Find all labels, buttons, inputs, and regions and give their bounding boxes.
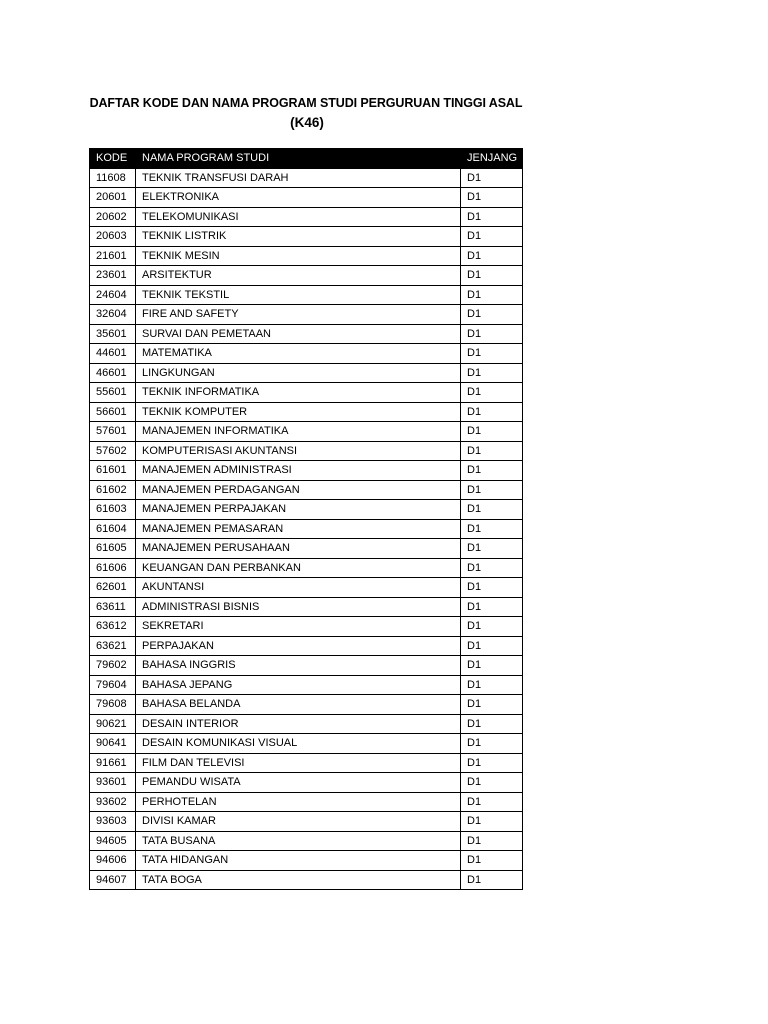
cell-kode: 61602 bbox=[90, 480, 136, 500]
cell-kode: 20601 bbox=[90, 188, 136, 208]
cell-kode: 61604 bbox=[90, 519, 136, 539]
table-row bbox=[90, 207, 523, 227]
table-row bbox=[90, 383, 523, 403]
cell-jenjang: D1 bbox=[461, 597, 523, 617]
cell-jenjang: D1 bbox=[461, 792, 523, 812]
cell-jenjang: D1 bbox=[461, 383, 523, 403]
cell-nama-program-studi: MANAJEMEN ADMINISTRASI bbox=[136, 461, 461, 481]
cell-nama-program-studi: KOMPUTERISASI AKUNTANSI bbox=[136, 441, 461, 461]
cell-kode: 57602 bbox=[90, 441, 136, 461]
cell-nama-program-studi: DIVISI KAMAR bbox=[136, 812, 461, 832]
cell-nama-program-studi: TEKNIK MESIN bbox=[136, 246, 461, 266]
cell-kode: 94606 bbox=[90, 851, 136, 871]
table-row bbox=[90, 168, 523, 188]
cell-kode: 46601 bbox=[90, 363, 136, 383]
table-row bbox=[90, 285, 523, 305]
cell-jenjang: D1 bbox=[461, 695, 523, 715]
cell-jenjang: D1 bbox=[461, 461, 523, 481]
table-row bbox=[90, 558, 523, 578]
cell-jenjang: D1 bbox=[461, 168, 523, 188]
cell-kode: 63612 bbox=[90, 617, 136, 637]
table-row bbox=[90, 344, 523, 364]
cell-kode: 57601 bbox=[90, 422, 136, 442]
table-row bbox=[90, 812, 523, 832]
cell-kode: 63611 bbox=[90, 597, 136, 617]
cell-kode: 21601 bbox=[90, 246, 136, 266]
table-row bbox=[90, 695, 523, 715]
cell-nama-program-studi: BAHASA BELANDA bbox=[136, 695, 461, 715]
cell-nama-program-studi: MANAJEMEN PERUSAHAAN bbox=[136, 539, 461, 559]
cell-nama-program-studi: PEMANDU WISATA bbox=[136, 773, 461, 793]
table-row bbox=[90, 422, 523, 442]
cell-kode: 24604 bbox=[90, 285, 136, 305]
cell-kode: 91661 bbox=[90, 753, 136, 773]
cell-jenjang: D1 bbox=[461, 207, 523, 227]
cell-jenjang: D1 bbox=[461, 578, 523, 598]
table-row bbox=[90, 636, 523, 656]
table-row bbox=[90, 578, 523, 598]
cell-kode: 62601 bbox=[90, 578, 136, 598]
table-row bbox=[90, 831, 523, 851]
cell-jenjang: D1 bbox=[461, 753, 523, 773]
cell-nama-program-studi: TELEKOMUNIKASI bbox=[136, 207, 461, 227]
cell-jenjang: D1 bbox=[461, 812, 523, 832]
cell-kode: 20603 bbox=[90, 227, 136, 247]
cell-jenjang: D1 bbox=[461, 714, 523, 734]
cell-nama-program-studi: ELEKTRONIKA bbox=[136, 188, 461, 208]
table-row bbox=[90, 480, 523, 500]
cell-jenjang: D1 bbox=[461, 519, 523, 539]
cell-nama-program-studi: TEKNIK TEKSTIL bbox=[136, 285, 461, 305]
cell-nama-program-studi: MATEMATIKA bbox=[136, 344, 461, 364]
table-body bbox=[90, 168, 523, 890]
header-jenjang: JENJANG bbox=[461, 149, 523, 169]
table-row bbox=[90, 617, 523, 637]
cell-kode: 61603 bbox=[90, 500, 136, 520]
cell-nama-program-studi: MANAJEMEN PERDAGANGAN bbox=[136, 480, 461, 500]
cell-jenjang: D1 bbox=[461, 188, 523, 208]
cell-kode: 79602 bbox=[90, 656, 136, 676]
cell-kode: 61605 bbox=[90, 539, 136, 559]
cell-kode: 32604 bbox=[90, 305, 136, 325]
cell-nama-program-studi: FILM DAN TELEVISI bbox=[136, 753, 461, 773]
cell-nama-program-studi: SEKRETARI bbox=[136, 617, 461, 637]
program-studi-table bbox=[89, 148, 523, 890]
cell-kode: 93603 bbox=[90, 812, 136, 832]
cell-jenjang: D1 bbox=[461, 675, 523, 695]
cell-kode: 55601 bbox=[90, 383, 136, 403]
cell-nama-program-studi: FIRE AND SAFETY bbox=[136, 305, 461, 325]
cell-jenjang: D1 bbox=[461, 636, 523, 656]
cell-kode: 94607 bbox=[90, 870, 136, 890]
table-row bbox=[90, 305, 523, 325]
cell-jenjang: D1 bbox=[461, 617, 523, 637]
cell-kode: 93602 bbox=[90, 792, 136, 812]
cell-nama-program-studi: TATA BOGA bbox=[136, 870, 461, 890]
cell-jenjang: D1 bbox=[461, 831, 523, 851]
cell-jenjang: D1 bbox=[461, 734, 523, 754]
cell-nama-program-studi: BAHASA JEPANG bbox=[136, 675, 461, 695]
table-row bbox=[90, 363, 523, 383]
cell-nama-program-studi: MANAJEMEN PEMASARAN bbox=[136, 519, 461, 539]
cell-kode: 11608 bbox=[90, 168, 136, 188]
table-row bbox=[90, 441, 523, 461]
cell-kode: 79604 bbox=[90, 675, 136, 695]
cell-nama-program-studi: TATA HIDANGAN bbox=[136, 851, 461, 871]
cell-nama-program-studi: AKUNTANSI bbox=[136, 578, 461, 598]
cell-jenjang: D1 bbox=[461, 539, 523, 559]
table-row bbox=[90, 246, 523, 266]
cell-nama-program-studi: PERPAJAKAN bbox=[136, 636, 461, 656]
header-kode: KODE bbox=[90, 149, 136, 169]
cell-jenjang: D1 bbox=[461, 422, 523, 442]
header-nama-program-studi: NAMA PROGRAM STUDI bbox=[136, 149, 461, 169]
cell-nama-program-studi: TEKNIK TRANSFUSI DARAH bbox=[136, 168, 461, 188]
cell-kode: 35601 bbox=[90, 324, 136, 344]
cell-jenjang: D1 bbox=[461, 480, 523, 500]
cell-nama-program-studi: DESAIN INTERIOR bbox=[136, 714, 461, 734]
cell-kode: 56601 bbox=[90, 402, 136, 422]
table-row bbox=[90, 539, 523, 559]
table-row bbox=[90, 773, 523, 793]
table-row bbox=[90, 402, 523, 422]
table-row bbox=[90, 851, 523, 871]
cell-kode: 61606 bbox=[90, 558, 136, 578]
table-row bbox=[90, 656, 523, 676]
table-row bbox=[90, 597, 523, 617]
cell-jenjang: D1 bbox=[461, 870, 523, 890]
table-row bbox=[90, 227, 523, 247]
cell-kode: 79608 bbox=[90, 695, 136, 715]
document-title-line1: DAFTAR KODE DAN NAMA PROGRAM STUDI PERGURUAN TINGGI ASAL bbox=[89, 96, 523, 110]
cell-kode: 23601 bbox=[90, 266, 136, 286]
cell-kode: 63621 bbox=[90, 636, 136, 656]
table-row bbox=[90, 519, 523, 539]
cell-nama-program-studi: MANAJEMEN PERPAJAKAN bbox=[136, 500, 461, 520]
table-row bbox=[90, 734, 523, 754]
cell-jenjang: D1 bbox=[461, 285, 523, 305]
cell-nama-program-studi: LINGKUNGAN bbox=[136, 363, 461, 383]
cell-nama-program-studi: TEKNIK INFORMATIKA bbox=[136, 383, 461, 403]
table-row bbox=[90, 500, 523, 520]
cell-jenjang: D1 bbox=[461, 363, 523, 383]
cell-kode: 90641 bbox=[90, 734, 136, 754]
cell-nama-program-studi: TEKNIK KOMPUTER bbox=[136, 402, 461, 422]
cell-kode: 61601 bbox=[90, 461, 136, 481]
cell-nama-program-studi: MANAJEMEN INFORMATIKA bbox=[136, 422, 461, 442]
document-title bbox=[0, 94, 612, 132]
cell-jenjang: D1 bbox=[461, 266, 523, 286]
cell-jenjang: D1 bbox=[461, 344, 523, 364]
cell-nama-program-studi: PERHOTELAN bbox=[136, 792, 461, 812]
cell-nama-program-studi: TEKNIK LISTRIK bbox=[136, 227, 461, 247]
cell-nama-program-studi: ADMINISTRASI BISNIS bbox=[136, 597, 461, 617]
table-row bbox=[90, 714, 523, 734]
table-row bbox=[90, 461, 523, 481]
table-row bbox=[90, 753, 523, 773]
cell-jenjang: D1 bbox=[461, 441, 523, 461]
document-title-line2: (K46) bbox=[290, 115, 324, 130]
cell-kode: 90621 bbox=[90, 714, 136, 734]
cell-nama-program-studi: TATA BUSANA bbox=[136, 831, 461, 851]
cell-jenjang: D1 bbox=[461, 558, 523, 578]
cell-jenjang: D1 bbox=[461, 656, 523, 676]
table-row bbox=[90, 870, 523, 890]
cell-jenjang: D1 bbox=[461, 305, 523, 325]
cell-jenjang: D1 bbox=[461, 246, 523, 266]
cell-nama-program-studi: BAHASA INGGRIS bbox=[136, 656, 461, 676]
table-row bbox=[90, 324, 523, 344]
table-row bbox=[90, 792, 523, 812]
cell-nama-program-studi: SURVAI DAN PEMETAAN bbox=[136, 324, 461, 344]
table-row bbox=[90, 675, 523, 695]
table-row bbox=[90, 266, 523, 286]
table-row bbox=[90, 188, 523, 208]
cell-nama-program-studi: ARSITEKTUR bbox=[136, 266, 461, 286]
cell-kode: 20602 bbox=[90, 207, 136, 227]
cell-jenjang: D1 bbox=[461, 227, 523, 247]
cell-kode: 44601 bbox=[90, 344, 136, 364]
cell-kode: 94605 bbox=[90, 831, 136, 851]
cell-jenjang: D1 bbox=[461, 500, 523, 520]
cell-jenjang: D1 bbox=[461, 773, 523, 793]
cell-kode: 93601 bbox=[90, 773, 136, 793]
table-header-row bbox=[90, 149, 523, 169]
cell-nama-program-studi: KEUANGAN DAN PERBANKAN bbox=[136, 558, 461, 578]
cell-jenjang: D1 bbox=[461, 324, 523, 344]
cell-nama-program-studi: DESAIN KOMUNIKASI VISUAL bbox=[136, 734, 461, 754]
cell-jenjang: D1 bbox=[461, 402, 523, 422]
cell-jenjang: D1 bbox=[461, 851, 523, 871]
